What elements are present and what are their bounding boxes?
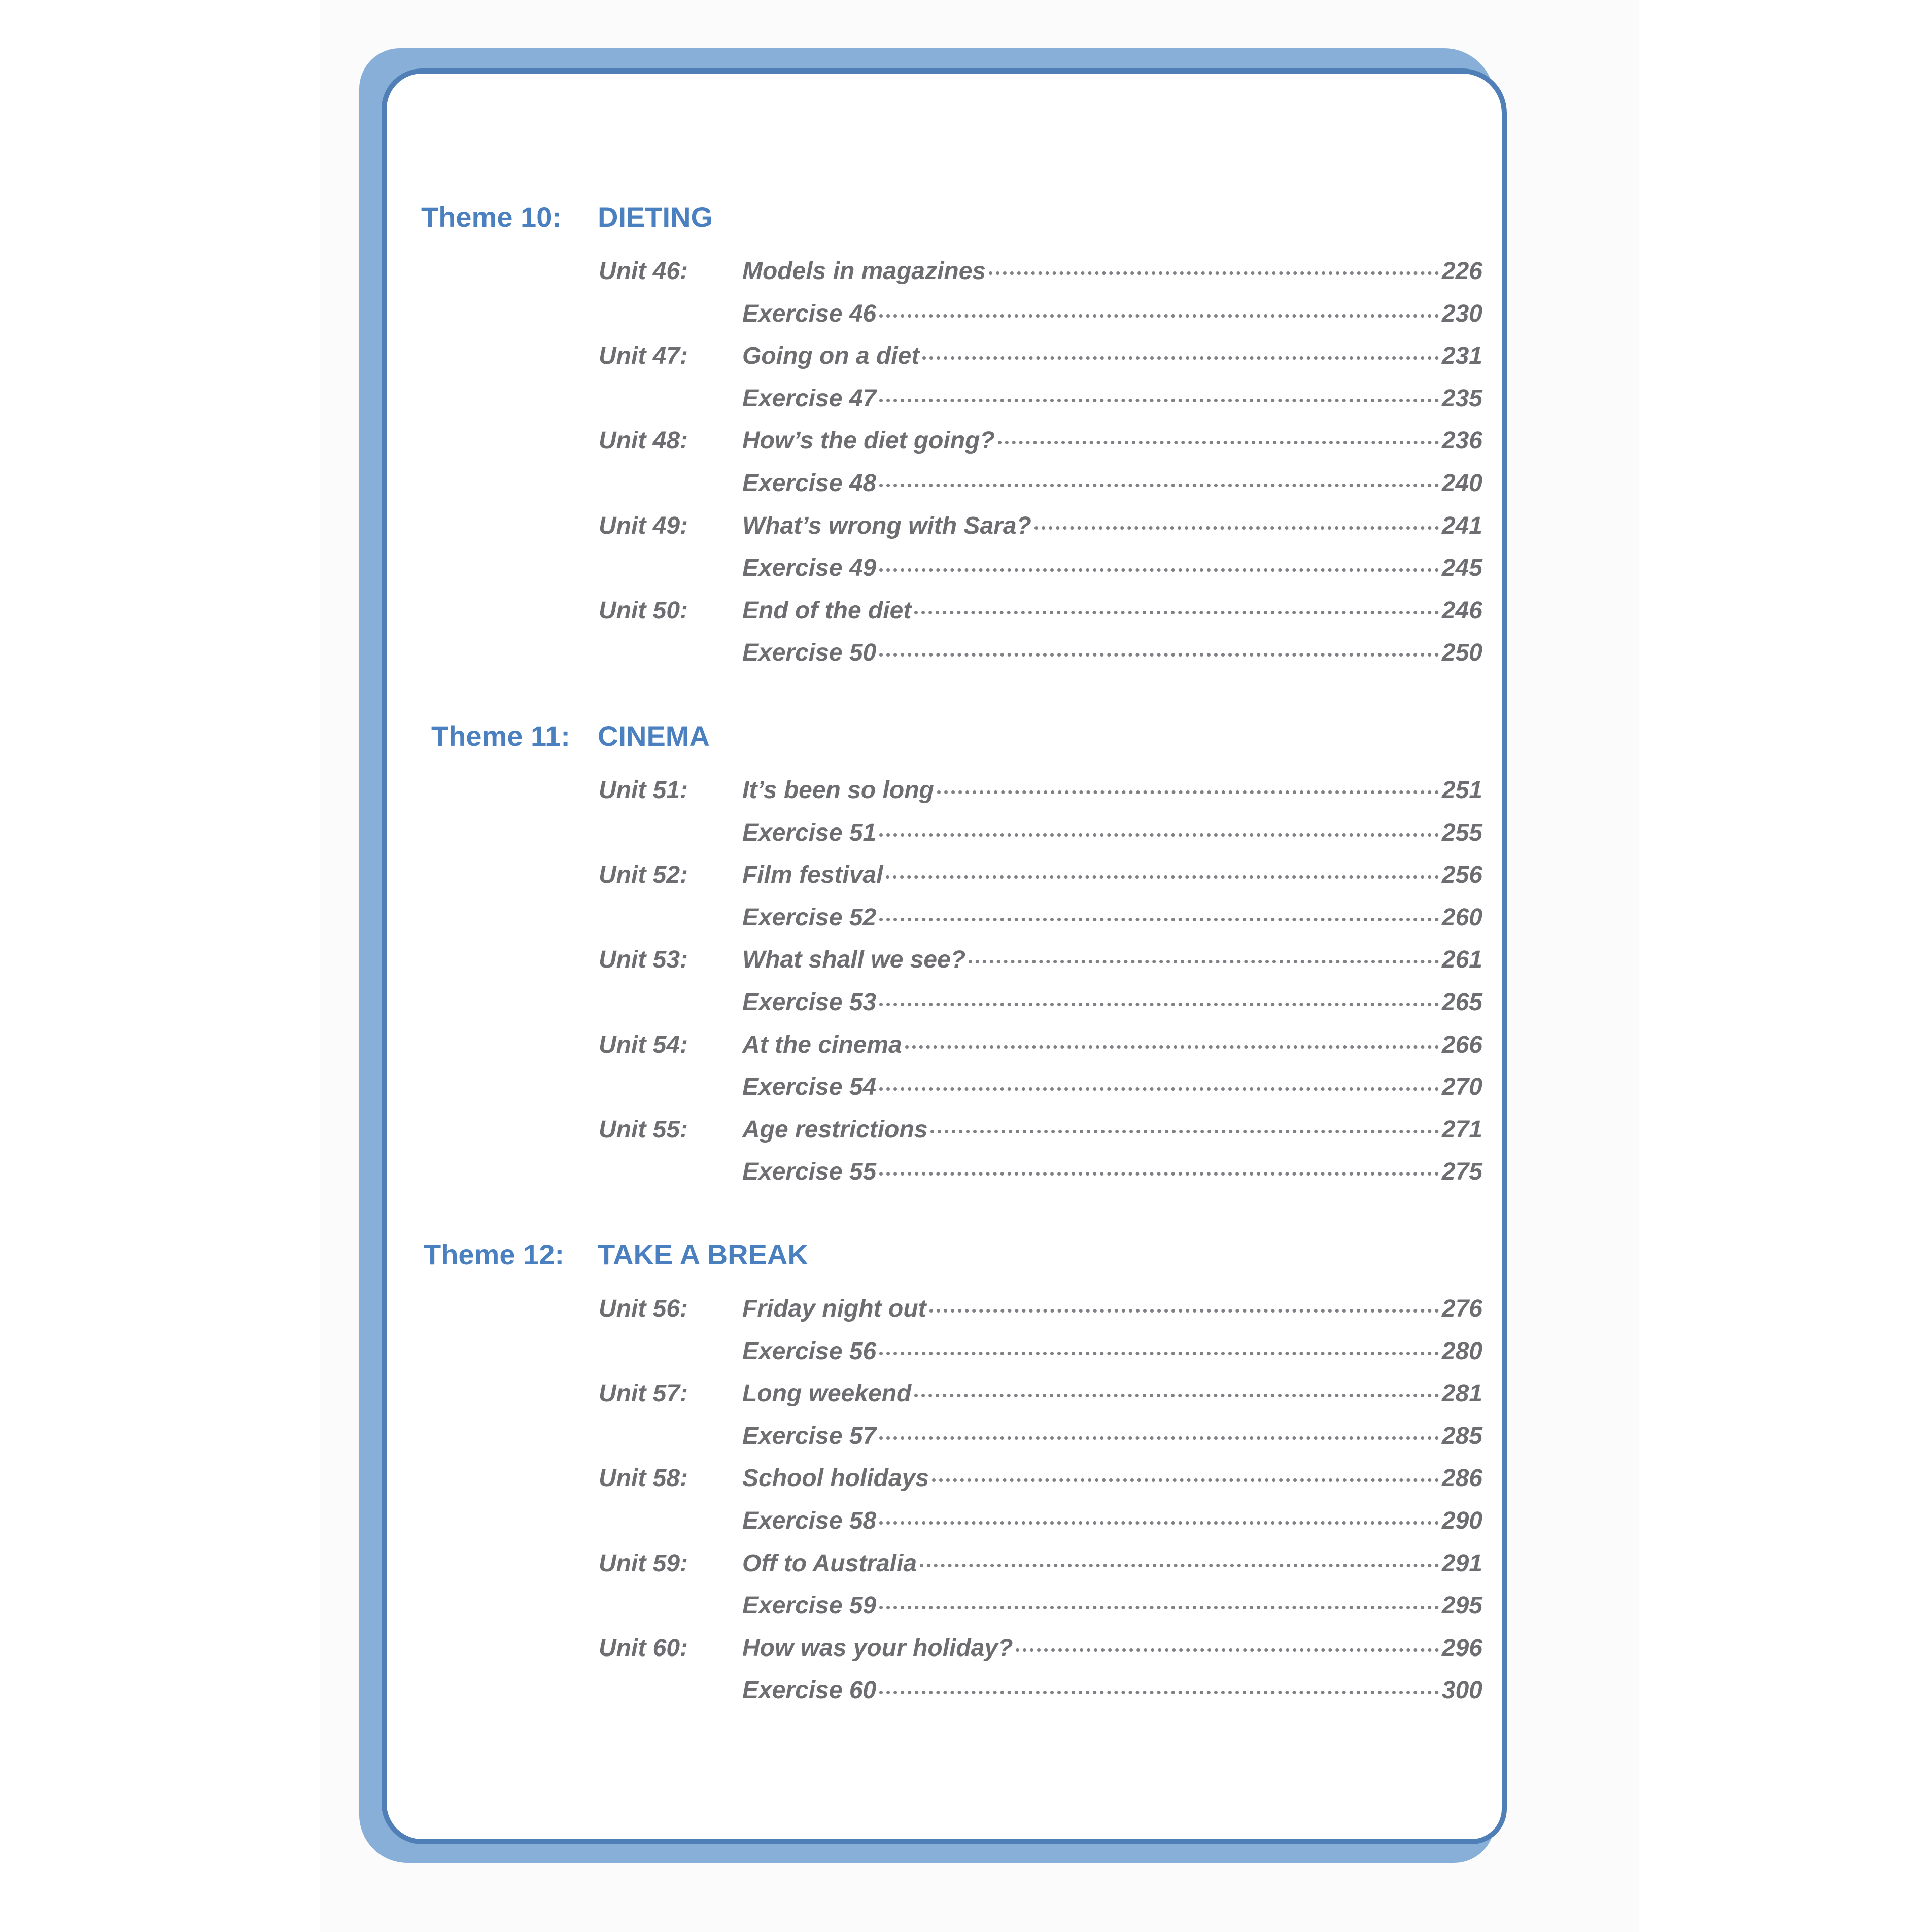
toc-row bbox=[599, 946, 1482, 981]
dot-leader bbox=[905, 1045, 1439, 1049]
toc-row bbox=[599, 1158, 1482, 1193]
page-number: 276 bbox=[1441, 1295, 1482, 1322]
page-number: 240 bbox=[1441, 470, 1482, 497]
entry-title: Exercise 54 bbox=[742, 1074, 877, 1101]
entry-title: Long weekend bbox=[742, 1380, 912, 1407]
toc-row bbox=[599, 385, 1482, 420]
toc-entry bbox=[742, 776, 1482, 804]
dot-leader bbox=[930, 1130, 1438, 1133]
toc-entry bbox=[742, 861, 1482, 889]
toc-entry bbox=[742, 300, 1482, 328]
toc-row bbox=[599, 1676, 1482, 1712]
toc-entry bbox=[742, 904, 1482, 932]
theme-title: TAKE A BREAK bbox=[598, 1238, 808, 1270]
entry-title: Exercise 52 bbox=[742, 904, 877, 931]
toc-entry bbox=[742, 1295, 1482, 1323]
toc-row bbox=[599, 469, 1482, 505]
toc-entry bbox=[742, 1116, 1482, 1144]
unit-number: Unit 52: bbox=[599, 861, 688, 889]
page-number: 260 bbox=[1441, 904, 1482, 931]
dot-leader bbox=[879, 1003, 1439, 1006]
unit-number: Unit 51: bbox=[599, 777, 688, 804]
toc-entry bbox=[742, 1549, 1482, 1577]
toc-row bbox=[599, 1464, 1482, 1500]
dot-leader bbox=[922, 356, 1439, 360]
toc-row bbox=[599, 1592, 1482, 1627]
page-number: 255 bbox=[1441, 819, 1482, 846]
theme-title: DIETING bbox=[598, 201, 713, 233]
toc-row bbox=[599, 512, 1482, 547]
toc-entry bbox=[742, 427, 1482, 455]
toc-entry bbox=[742, 1158, 1482, 1186]
dot-leader bbox=[1016, 1648, 1438, 1652]
page-number: 235 bbox=[1441, 385, 1482, 412]
dot-leader bbox=[879, 1690, 1439, 1694]
toc-row bbox=[599, 1422, 1482, 1458]
dot-leader bbox=[879, 1521, 1439, 1525]
entry-title: Exercise 48 bbox=[742, 470, 877, 497]
page-number: 230 bbox=[1441, 300, 1482, 327]
entry-title: Off to Australia bbox=[742, 1549, 917, 1577]
toc-entry bbox=[742, 1592, 1482, 1619]
dot-leader bbox=[989, 271, 1439, 275]
dot-leader bbox=[879, 314, 1439, 318]
toc-entry bbox=[742, 257, 1482, 285]
page-number: 241 bbox=[1441, 512, 1482, 539]
toc-entry bbox=[742, 1422, 1482, 1450]
toc-entry bbox=[742, 988, 1482, 1016]
toc-entry bbox=[742, 385, 1482, 412]
page-number: 246 bbox=[1441, 597, 1482, 624]
toc-row bbox=[599, 1116, 1482, 1151]
toc-row bbox=[599, 861, 1482, 896]
dot-leader bbox=[937, 790, 1439, 794]
theme-label: Theme 12: bbox=[424, 1238, 564, 1270]
unit-number: Unit 56: bbox=[599, 1295, 688, 1322]
dot-leader bbox=[879, 833, 1439, 837]
dot-leader bbox=[886, 875, 1438, 879]
entry-title: Exercise 49 bbox=[742, 555, 877, 582]
entry-title: Age restrictions bbox=[742, 1116, 928, 1143]
dot-leader bbox=[879, 484, 1439, 487]
entry-title: Exercise 46 bbox=[742, 300, 877, 327]
page-number: 256 bbox=[1441, 861, 1482, 889]
toc-row bbox=[599, 819, 1482, 854]
entry-title: Exercise 55 bbox=[742, 1158, 877, 1186]
entry-title: Exercise 53 bbox=[742, 989, 877, 1016]
entry-title: School holidays bbox=[742, 1465, 929, 1492]
dot-leader bbox=[929, 1309, 1439, 1313]
entry-title: At the cinema bbox=[742, 1031, 902, 1058]
entry-title: What shall we see? bbox=[742, 946, 966, 974]
page-number: 236 bbox=[1441, 427, 1482, 455]
entry-title: How was your holiday? bbox=[742, 1634, 1013, 1662]
page-number: 265 bbox=[1441, 989, 1482, 1016]
page-number: 226 bbox=[1441, 258, 1482, 285]
page-number: 245 bbox=[1441, 555, 1482, 582]
theme-title: CINEMA bbox=[598, 720, 710, 752]
unit-number: Unit 53: bbox=[599, 946, 688, 974]
dot-leader bbox=[879, 568, 1439, 572]
dot-leader bbox=[914, 611, 1439, 614]
toc-row bbox=[599, 257, 1482, 293]
dot-leader bbox=[920, 1564, 1439, 1567]
toc-row bbox=[599, 639, 1482, 674]
dot-leader bbox=[879, 653, 1439, 657]
page-number: 291 bbox=[1441, 1549, 1482, 1577]
page-number: 270 bbox=[1441, 1074, 1482, 1101]
page-number: 286 bbox=[1441, 1465, 1482, 1492]
toc-row bbox=[599, 1073, 1482, 1109]
toc-entry bbox=[742, 1634, 1482, 1662]
dot-leader bbox=[1034, 526, 1439, 530]
page-number: 281 bbox=[1441, 1380, 1482, 1407]
toc-entry bbox=[742, 1337, 1482, 1365]
entry-title: Exercise 60 bbox=[742, 1677, 877, 1704]
unit-number: Unit 54: bbox=[599, 1031, 688, 1058]
page-number: 275 bbox=[1441, 1158, 1482, 1186]
toc-entry bbox=[742, 554, 1482, 582]
toc-entry bbox=[742, 469, 1482, 497]
entry-title: Exercise 58 bbox=[742, 1507, 877, 1534]
dot-leader bbox=[879, 1436, 1439, 1440]
toc-row bbox=[599, 342, 1482, 377]
entry-title: Exercise 51 bbox=[742, 819, 877, 846]
entry-title: Exercise 57 bbox=[742, 1422, 877, 1450]
toc-row bbox=[599, 1634, 1482, 1670]
toc-row bbox=[599, 554, 1482, 590]
toc-entry bbox=[742, 1379, 1482, 1407]
page-number: 295 bbox=[1441, 1592, 1482, 1619]
toc-row bbox=[599, 597, 1482, 632]
toc-entry bbox=[742, 1031, 1482, 1059]
dot-leader bbox=[879, 918, 1439, 921]
unit-number: Unit 55: bbox=[599, 1116, 688, 1143]
page-number: 285 bbox=[1441, 1422, 1482, 1450]
toc-row bbox=[599, 1031, 1482, 1066]
page-number: 251 bbox=[1441, 777, 1482, 804]
unit-number: Unit 46: bbox=[599, 258, 688, 285]
unit-number: Unit 59: bbox=[599, 1549, 688, 1577]
theme-label: Theme 11: bbox=[431, 720, 570, 752]
unit-number: Unit 57: bbox=[599, 1380, 688, 1407]
entry-title: How’s the diet going? bbox=[742, 427, 995, 455]
toc-entry bbox=[742, 1464, 1482, 1492]
page-number: 296 bbox=[1441, 1634, 1482, 1662]
entry-title: Exercise 56 bbox=[742, 1337, 877, 1365]
toc-row bbox=[599, 1379, 1482, 1415]
toc-row bbox=[599, 427, 1482, 462]
toc-entry bbox=[742, 1507, 1482, 1535]
theme-label: Theme 10: bbox=[421, 201, 562, 233]
toc-row bbox=[599, 904, 1482, 939]
dot-leader bbox=[879, 1352, 1439, 1355]
dot-leader bbox=[879, 1172, 1439, 1176]
page-number: 266 bbox=[1441, 1031, 1482, 1058]
entry-title: Models in magazines bbox=[742, 258, 986, 285]
toc-entry bbox=[742, 597, 1482, 625]
entry-title: Exercise 47 bbox=[742, 385, 877, 412]
entry-title: It’s been so long bbox=[742, 777, 934, 804]
dot-leader bbox=[969, 960, 1439, 963]
toc-entry bbox=[742, 512, 1482, 540]
entry-title: Exercise 59 bbox=[742, 1592, 877, 1619]
toc-row bbox=[599, 1549, 1482, 1585]
unit-number: Unit 60: bbox=[599, 1634, 688, 1662]
page-number: 290 bbox=[1441, 1507, 1482, 1534]
unit-number: Unit 58: bbox=[599, 1465, 688, 1492]
page-number: 261 bbox=[1441, 946, 1482, 974]
unit-number: Unit 48: bbox=[599, 427, 688, 455]
page-number: 280 bbox=[1441, 1337, 1482, 1365]
toc-entry bbox=[742, 1676, 1482, 1704]
entry-title: Going on a diet bbox=[742, 342, 920, 370]
entry-title: What’s wrong with Sara? bbox=[742, 512, 1031, 539]
unit-number: Unit 50: bbox=[599, 597, 688, 624]
entry-title: Exercise 50 bbox=[742, 639, 877, 667]
dot-leader bbox=[879, 399, 1439, 402]
page-number: 250 bbox=[1441, 639, 1482, 667]
toc-row bbox=[599, 776, 1482, 812]
toc-entry bbox=[742, 342, 1482, 370]
page-number: 271 bbox=[1441, 1116, 1482, 1143]
page-number: 231 bbox=[1441, 342, 1482, 370]
dot-leader bbox=[879, 1606, 1439, 1609]
toc-row bbox=[599, 988, 1482, 1024]
toc-row bbox=[599, 1507, 1482, 1542]
toc-entry bbox=[742, 639, 1482, 667]
entry-title: Film festival bbox=[742, 861, 883, 889]
toc-entry bbox=[742, 819, 1482, 847]
unit-number: Unit 47: bbox=[599, 342, 688, 370]
unit-number: Unit 49: bbox=[599, 512, 688, 539]
dot-leader bbox=[932, 1478, 1439, 1482]
toc-entry bbox=[742, 1073, 1482, 1101]
toc-row bbox=[599, 1295, 1482, 1330]
entry-title: End of the diet bbox=[742, 597, 912, 624]
entry-title: Friday night out bbox=[742, 1295, 926, 1322]
page-number: 300 bbox=[1441, 1677, 1482, 1704]
toc-row bbox=[599, 300, 1482, 335]
toc-entry bbox=[742, 946, 1482, 974]
toc-row bbox=[599, 1337, 1482, 1373]
dot-leader bbox=[914, 1394, 1439, 1397]
dot-leader bbox=[998, 441, 1439, 444]
dot-leader bbox=[879, 1087, 1439, 1091]
